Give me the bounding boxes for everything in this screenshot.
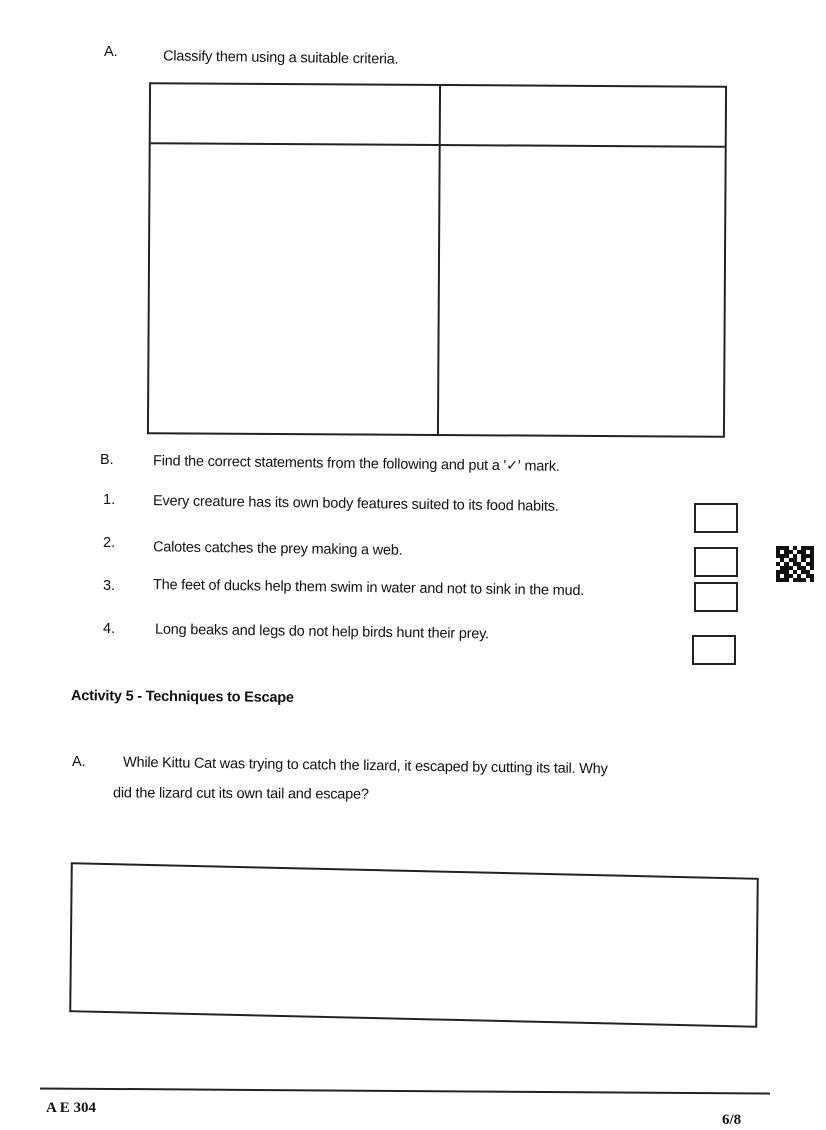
statement-4-text: Long beaks and legs do not help birds hunt their prey. xyxy=(154,621,490,643)
statement-3-text: The feet of ducks help them swim in water and not to sink in the mud. xyxy=(152,576,585,600)
activity-question-line-2: did the lizard cut its own tail and escape? xyxy=(112,785,369,803)
statement-4-checkbox[interactable] xyxy=(692,635,736,665)
footer-code: A E 304 xyxy=(46,1100,97,1116)
activity-question-label: A. xyxy=(72,754,86,770)
statement-3-checkbox[interactable] xyxy=(694,582,738,612)
section-a-label: A. xyxy=(104,44,118,60)
section-b-instruction: Find the correct statements from the following and put a '✓' mark. xyxy=(152,453,560,475)
statement-1-checkbox[interactable] xyxy=(694,503,738,533)
classification-table[interactable] xyxy=(147,82,727,438)
statement-2-checkbox[interactable] xyxy=(694,547,738,577)
activity-question-line-1: While Kittu Cat was trying to catch the lizard, it escaped by cutting its tail. Why xyxy=(122,754,608,778)
statement-2-number: 2. xyxy=(103,535,116,551)
statement-3-number: 3. xyxy=(103,578,116,594)
section-a-instruction: Classify them using a suitable criteria. xyxy=(162,48,399,68)
statement-4-number: 4. xyxy=(103,621,116,637)
activity-heading: Activity 5 - Techniques to Escape xyxy=(70,688,294,706)
section-b-label: B. xyxy=(100,452,114,468)
footer-divider xyxy=(40,1087,770,1094)
statement-1-text: Every creature has its own body features suited to its food habits. xyxy=(152,493,559,515)
page-number: 6/8 xyxy=(722,1112,742,1128)
statement-1-number: 1. xyxy=(103,492,116,508)
answer-box[interactable] xyxy=(69,862,759,1028)
qr-code-icon xyxy=(776,546,814,582)
table-column-divider xyxy=(437,86,441,434)
statement-2-text: Calotes catches the prey making a web. xyxy=(152,539,403,559)
